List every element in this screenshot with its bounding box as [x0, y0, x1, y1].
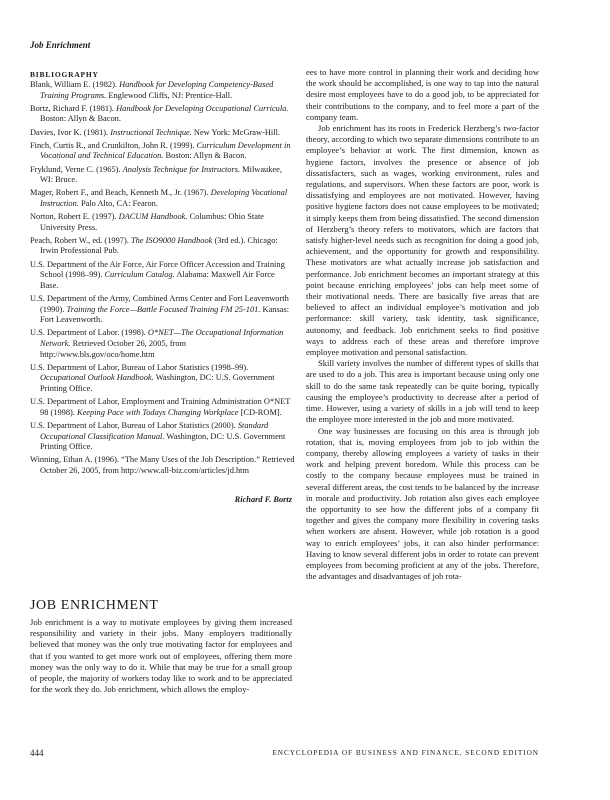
- page-number: 444: [30, 748, 44, 758]
- bibliography-entry: Peach, Robert W., ed. (1997). The ISO9000 Handbook (3rd ed.). Chicago: Irwin Professional Pub.: [30, 235, 278, 256]
- article-left-body: [30, 617, 292, 695]
- bibliography-entry: Mager, Robert F., and Beach, Kenneth M., Jr. (1967). Developing Vocational Instruction. Palo Alto, CA: Fearon.: [30, 188, 288, 208]
- bibliography-entry: U.S. Department of Labor, Bureau of Labor Statistics (2000). Standard Occupational Classification Manual. Washington, DC: U.S. Government Printing Office.: [30, 420, 286, 452]
- article-paragraph: ees to have more control in planning their work and deciding how the work should be accomplished, is one way to tap into the natural desire most employees have to do a good job, to be appreciated for their contributions to the company, and to feel more a part of the company team.: [306, 67, 539, 122]
- bibliography-entry: U.S. Department of Labor. (1998). O*NET—The Occupational Information Network. Retrieved October 26, 2005, from http://www.bls.gov/oco/home.htm: [30, 328, 284, 359]
- book-title-footer: ENCYCLOPEDIA OF BUSINESS AND FINANCE, SECOND EDITION: [272, 749, 539, 757]
- bibliography-entry: U.S. Department of the Army, Combined Arms Center and Fort Leavenworth (1990). Training the Force—Battle Focused Training FM 25-101. Kansas: Fort Leavenworth.: [30, 294, 290, 325]
- article-paragraph: Job enrichment has its roots in Frederick Herzberg’s two-factor theory, according to which two separate dimensions contribute to an employee’s behavior at work. The first dimension, known as hygiene factors, involves the presence or absence of job dissatisfacters, such as wages, working environment, rules and regulations, and supervisors. When these factors are poor, work is dissatisfying and employees are not motivated. However, having positive hygiene factors does not cause employees to be motivated; it simply keeps them from being dissatisfied. The second dimension of Herzberg’s theory refers to motivators, which are factors that satisfy higher-level needs such as recognition for doing a good job, achievement, and the opportunity for growth and responsibility. These motivators are what actually increase job satisfaction and performance. Job enrichment becomes an important strategy at this point because enriching employees’ jobs can help meet some of their motivational needs. There are basically five areas that are believed to affect an individual employee’s motivation and job performance: skill variety, task identity, task significance, autonomy, and feedback. Job enrichment seeks to find positive ways to address each of these areas and therefore improve employee motivation and personal satisfaction.: [306, 123, 539, 358]
- article-paragraph: Job enrichment is a way to motivate employees by giving them increased responsibility and variety in their jobs. Many employers traditionally believed that money was the only true motivating factor for employees and that if you wanted to get more work out of employees, offering them more money was the only way to do it. While that may be true for a small group of people, the majority of workers today like to work and to be appreciated for the work they do. Job enrichment, which allows the employ-: [30, 617, 292, 695]
- running-head: Job Enrichment: [30, 40, 91, 50]
- bibliography-entry: Finch, Curtis R., and Crunkilton, John R. (1999). Curriculum Development in Vocational and Technical Education. Boston: Allyn & Bacon.: [30, 140, 291, 161]
- bibliography-heading: BIBLIOGRAPHY: [30, 70, 99, 79]
- bibliography-entry: Winning, Ethan A. (1996). “The Many Uses of the Job Description.” Retrieved October 26, 2005, from http://www.all-biz.com/articles/jd.htm: [30, 455, 295, 475]
- author-signature: Richard F. Bortz: [234, 494, 292, 504]
- bibliography-entry: Fryklund, Verne C. (1965). Analysis Technique for Instructors. Milwaukee, WI: Bruce.: [30, 164, 282, 185]
- bibliography-entry: Bortz, Richard F. (1981). Handbook for Developing Occupational Curricula. Boston: Allyn & Bacon.: [30, 103, 289, 124]
- bibliography-entry: U.S. Department of Labor, Employment and Training Administration O*NET 98 (1998). Keeping Pace with Todays Changing Workplace [CD-ROM].: [30, 397, 291, 417]
- bibliography-entry: Norton, Robert E. (1997). DACUM Handbook. Columbus: Ohio State University Press.: [30, 212, 265, 232]
- article-paragraph: One way businesses are focusing on this area is through job rotation, that is, moving employees from job to job within the company, thereby allowing employees a variety of tasks in their work and helping prevent boredom. While this process can be costly to the company because employees must be trained in several different areas, the cost tends to be balanced by the increase in morale and productivity. Job rotation also gives each employee the opportunity to see how the different jobs of a company fit together and gives the company more flexibility in covering tasks when workers are absent. However, while job rotation is a good way to enrich employees’ jobs, it can also hinder performance: Having to know several different jobs in order to rotate can prevent employees from becoming proficient at any of the jobs. Therefore, the advantages and disadvantages of job rota-: [306, 425, 539, 582]
- bibliography-list: [30, 80, 295, 477]
- bibliography-entry: U.S. Department of the Air Force, Air Force Officer Accession and Training School (1998–99). Curriculum Catalog. Alabama: Maxwell Air Force Base.: [30, 259, 285, 290]
- bibliography-entry: U.S. Department of Labor, Bureau of Labor Statistics (1998–99). Occupational Outlook Handbook. Washington, DC: U.S. Government Printing Office.: [30, 362, 275, 393]
- bibliography-entry: Blank, William E. (1982). Handbook for Developing Competency-Based Training Programs. Englewood Cliffs, NJ: Prentice-Hall.: [30, 80, 274, 100]
- section-title: JOB ENRICHMENT: [30, 598, 159, 613]
- article-paragraph: Skill variety involves the number of different types of skills that are used to do a job. This area is important because using only one skill to do the same task repeatedly can be quite boring, typically causing the employee’s productivity to decrease after a period of time. However, using a variety of skills in a job will tend to keep the employee more interested in the job and more motivated.: [306, 358, 539, 425]
- bibliography-column: [30, 70, 295, 504]
- bibliography-entry: Davies, Ivor K. (1981). Instructional Technique. New York: McGraw-Hill.: [30, 127, 280, 137]
- article-right-column: [306, 67, 539, 582]
